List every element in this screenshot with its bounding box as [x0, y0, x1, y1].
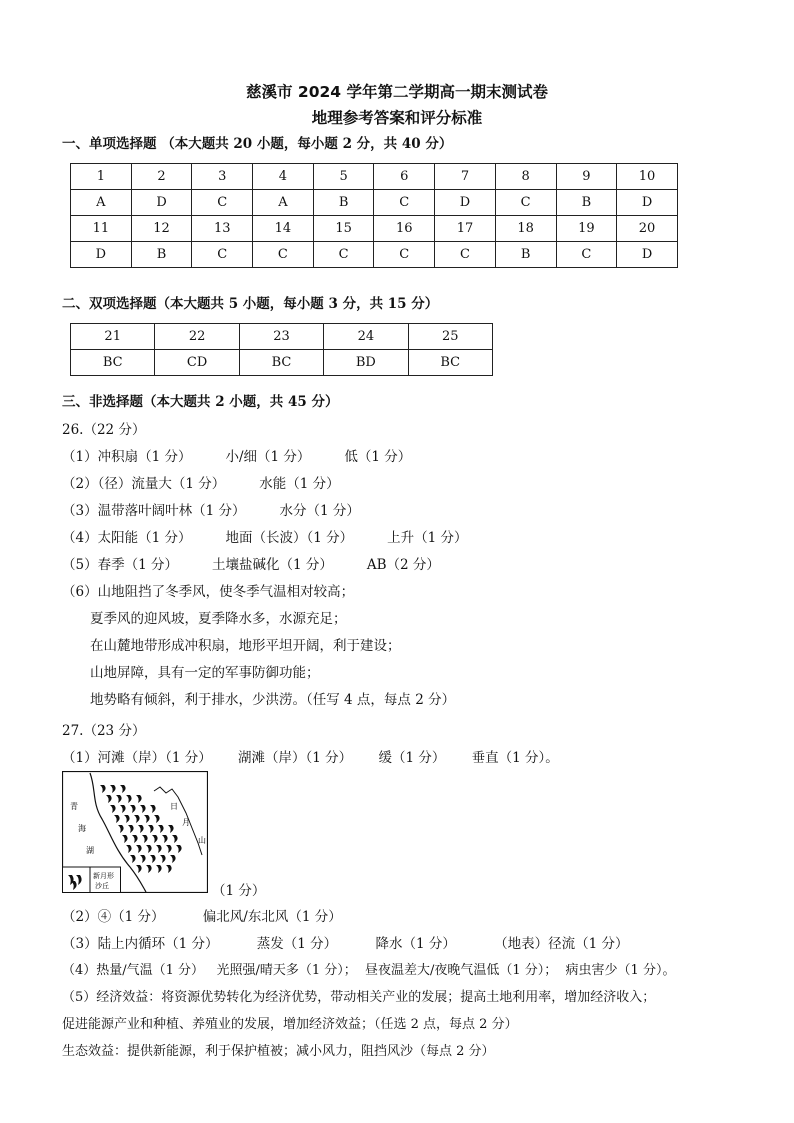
q26-answer-item: 水分（1 分）	[279, 503, 360, 519]
table-cell: C	[435, 242, 496, 268]
page-title: 慈溪市 2024 学年第二学期高一期末测试卷	[246, 83, 548, 101]
table-cell: C	[313, 242, 374, 268]
table-cell: 11	[71, 216, 132, 242]
section3-heading: 三、非选择题（本大题共 2 小题，共 45 分）	[62, 394, 339, 410]
q26-answer-item: 水能（1 分）	[259, 476, 340, 492]
dune-map-svg	[62, 771, 208, 893]
q26-part-line	[62, 499, 360, 519]
table-cell: 5	[313, 164, 374, 190]
table-cell: BD	[324, 350, 408, 376]
q27-part2	[62, 905, 342, 925]
q26-answer-item: （5）春季（1 分）	[62, 557, 178, 573]
q27-p3-c: 降水（1 分）	[375, 936, 456, 952]
table-cell: 15	[313, 216, 374, 242]
q27-part5-line2: 促进能源产业和种植、养殖业的发展，增加经济效益；（任选 2 点，每点 2 分）	[62, 1017, 518, 1032]
table-row	[71, 350, 493, 376]
q27-p2-b: 偏北风/东北风（1 分）	[202, 909, 342, 925]
table-cell: 10	[617, 164, 678, 190]
q26-answer-item: （2）（径）流量大（1 分）	[62, 476, 226, 492]
table-cell: 17	[435, 216, 496, 242]
q26-p6-line: 山地屏障，具有一定的军事防御功能；	[90, 665, 320, 681]
table-row	[71, 164, 678, 190]
mountain-label-2: 月	[182, 818, 190, 827]
table-cell: BC	[408, 350, 492, 376]
table-cell: 23	[239, 324, 323, 350]
table-row	[71, 190, 678, 216]
q27-p2-a: （2）④（1 分）	[62, 909, 165, 925]
q27-label: 27.（23 分）	[62, 723, 146, 739]
table-cell: 8	[495, 164, 556, 190]
table-cell: B	[495, 242, 556, 268]
q26-answer-item: （4）太阳能（1 分）	[62, 530, 192, 546]
table-cell: B	[556, 190, 617, 216]
table-cell: C	[192, 190, 253, 216]
table-cell: BC	[71, 350, 155, 376]
table-cell: 1	[71, 164, 132, 190]
legend-label-1: 新月形	[93, 872, 114, 880]
table-cell: A	[71, 190, 132, 216]
table-cell: 4	[253, 164, 314, 190]
q27-part3	[62, 932, 629, 952]
double-choice-answer-table	[70, 323, 493, 376]
table-row	[71, 324, 493, 350]
section2-heading: 二、双项选择题（本大题共 5 小题，每小题 3 分，共 15 分）	[62, 296, 439, 312]
table-cell: 2	[131, 164, 192, 190]
table-cell: C	[495, 190, 556, 216]
table-cell: 24	[324, 324, 408, 350]
q26-answer-item: AB（2 分）	[366, 557, 440, 573]
table-cell: CD	[155, 350, 239, 376]
table-cell: D	[617, 190, 678, 216]
q26-answer-item: 低（1 分）	[344, 449, 412, 465]
legend-label-2: 沙丘	[95, 882, 109, 890]
table-cell: A	[253, 190, 314, 216]
table-cell: 18	[495, 216, 556, 242]
q26-part-line	[62, 445, 411, 465]
table-cell: 14	[253, 216, 314, 242]
table-cell: B	[131, 242, 192, 268]
lake-label-1: 青	[70, 802, 78, 811]
table-row	[71, 242, 678, 268]
table-cell: 3	[192, 164, 253, 190]
lake-label-3: 湖	[86, 846, 94, 855]
table-cell: 25	[408, 324, 492, 350]
q26-part-line	[62, 526, 468, 546]
mountain-label-1: 日	[170, 802, 178, 811]
q27-part4: （4）热量/气温（1 分） 光照强/晴天多（1 分）； 昼夜温差大/夜晚气温低（1 分）； 病虫害少（1 分）。	[62, 963, 676, 978]
table-cell: D	[617, 242, 678, 268]
table-cell: C	[556, 242, 617, 268]
table-cell: 7	[435, 164, 496, 190]
table-cell: B	[313, 190, 374, 216]
figure-score: （1 分）	[212, 883, 266, 899]
q26-p6-line: （6）山地阻挡了冬季风，使冬季气温相对较高；	[62, 584, 355, 600]
table-cell: D	[131, 190, 192, 216]
q26-answer-item: 上升（1 分）	[387, 530, 468, 546]
q26-answer-item: （1）冲积扇（1 分）	[62, 449, 192, 465]
table-cell: D	[71, 242, 132, 268]
q26-part-line	[62, 553, 440, 573]
table-cell: C	[374, 190, 435, 216]
q26-answer-item: 土壤盐碱化（1 分）	[211, 557, 333, 573]
q26-answer-item: （3）温带落叶阔叶林（1 分）	[62, 503, 246, 519]
q27-p1-d: 垂直（1 分）。	[471, 750, 559, 766]
q27-part1	[62, 746, 559, 766]
table-row	[71, 216, 678, 242]
table-cell: 6	[374, 164, 435, 190]
single-choice-answer-table	[70, 163, 678, 268]
q27-p1-c: 缓（1 分）	[378, 750, 446, 766]
q26-answer-item: 地面（长波）（1 分）	[225, 530, 354, 546]
table-cell: C	[192, 242, 253, 268]
lake-label-2: 海	[78, 824, 86, 833]
q26-p6-line: 在山麓地带形成冲积扇，地形平坦开阔，利于建设；	[90, 638, 401, 654]
table-cell: 22	[155, 324, 239, 350]
q26-part-line	[62, 472, 340, 492]
q26-answer-item: 小/细（1 分）	[225, 449, 311, 465]
q27-p1-b: 湖滩（岸）（1 分）	[238, 750, 353, 766]
table-cell: 12	[131, 216, 192, 242]
q27-p3-b: 蒸发（1 分）	[256, 936, 338, 952]
q27-p3-a: （3）陆上内循环（1 分）	[62, 936, 219, 952]
q27-part5-line1: （5）经济效益：将资源优势转化为经济优势，带动相关产业的发展；提高土地利用率，增加经济收入；	[62, 990, 656, 1005]
table-cell: D	[435, 190, 496, 216]
table-cell: C	[253, 242, 314, 268]
table-cell: 19	[556, 216, 617, 242]
dune-sketch-map	[62, 771, 208, 893]
table-cell: 21	[71, 324, 155, 350]
q26-p6-line: 地势略有倾斜，利于排水，少洪涝。（任写 4 点，每点 2 分）	[90, 692, 456, 708]
table-cell: 9	[556, 164, 617, 190]
table-cell: 16	[374, 216, 435, 242]
section1-heading: 一、单项选择题 （本大题共 20 小题，每小题 2 分，共 40 分）	[62, 136, 453, 152]
table-cell: BC	[239, 350, 323, 376]
table-cell: 13	[192, 216, 253, 242]
table-cell: C	[374, 242, 435, 268]
mountain-label-3: 山	[198, 836, 206, 845]
q26-label: 26.（22 分）	[62, 422, 146, 438]
q27-p1-a: （1）河滩（岸）（1 分）	[62, 750, 212, 766]
q26-p6-line: 夏季风的迎风坡，夏季降水多，水源充足；	[90, 611, 347, 627]
page-subtitle: 地理参考答案和评分标准	[311, 109, 483, 127]
table-cell: 20	[617, 216, 678, 242]
q27-part5-line3: 生态效益：提供新能源，利于保护植被；减小风力，阻挡风沙（每点 2 分）	[62, 1044, 495, 1059]
q27-p3-d: （地表）径流（1 分）	[494, 936, 629, 952]
